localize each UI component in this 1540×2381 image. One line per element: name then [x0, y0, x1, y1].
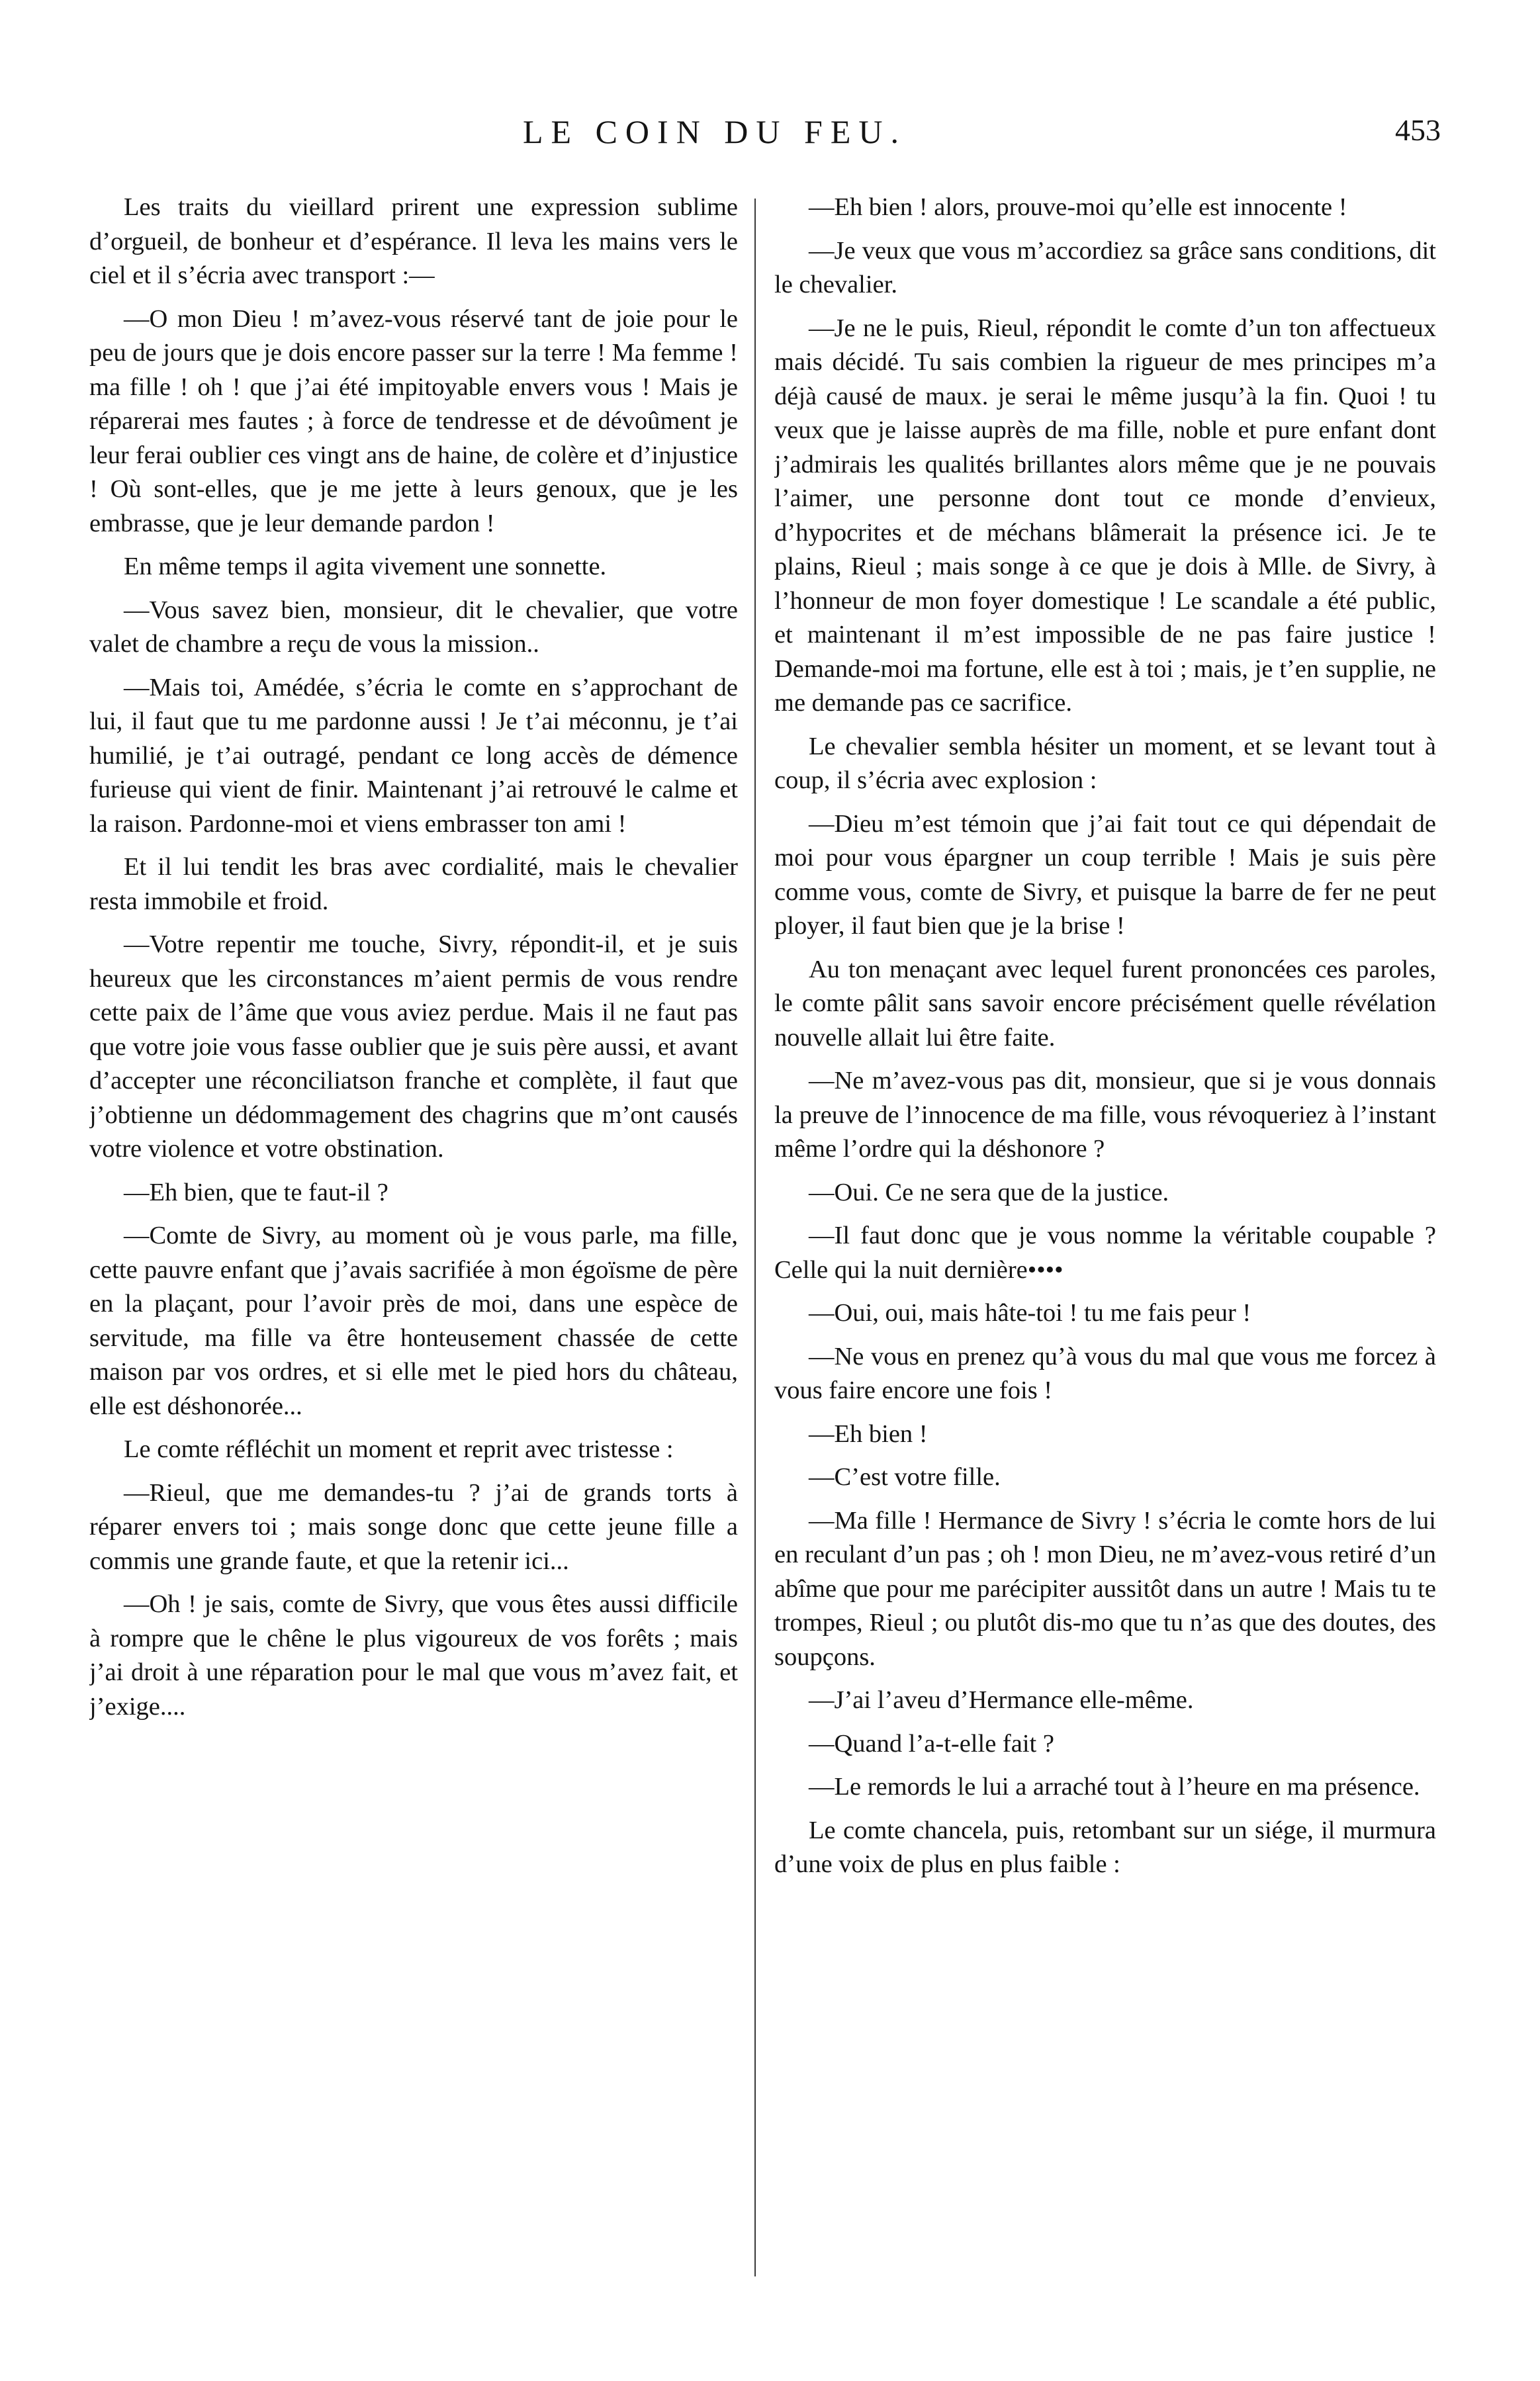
running-head — [0, 112, 1540, 165]
right-column — [774, 191, 1436, 2308]
column-divider — [754, 199, 756, 2276]
paragraph: —Ne m’avez-vous pas dit, monsieur, que si je vous donnais la preuve de l’innocence de ma fille, vous révoqueriez à l’instant même l’ordre qui la déshonore ? — [774, 1067, 1436, 1163]
page-number: 453 — [1395, 113, 1441, 147]
paragraph: —Eh bien ! alors, prouve-moi qu’elle est innocente ! — [809, 193, 1347, 221]
paragraph: —Oui, oui, mais hâte-toi ! tu me fais peur ! — [809, 1299, 1251, 1327]
paragraph: —Mais toi, Amédée, s’écria le comte en s’approchant de lui, il faut que tu me pardonne aussi ! Je t’ai méconnu, je t’ai humilié, je t’ai outragé, pendant ce long accès de démence furieuse qui vient de finir. Maintenant j’ai retrouvé le calme et la raison. Pardonne-moi et viens embrasser ton ami ! — [89, 673, 738, 838]
paragraph: En même temps il agita vivement une sonnette. — [124, 553, 607, 580]
paragraph: —Je veux que vous m’accordiez sa grâce sans conditions, dit le chevalier. — [774, 236, 1436, 298]
paragraph: —J’ai l’aveu d’Hermance elle-même. — [809, 1686, 1194, 1714]
paragraph: Les traits du vieillard prirent une expression sublime d’orgueil, de bonheur et d’espérance. Il leva les mains vers le ciel et il s’écria avec transport :— — [89, 193, 738, 289]
paragraph: —Ne vous en prenez qu’à vous du mal que vous me forcez à vous faire encore une fois ! — [774, 1342, 1436, 1404]
paragraph: —O mon Dieu ! m’avez-vous réservé tant de joie pour le peu de jours que je dois encore passer sur la terre ! Ma femme ! ma fille ! oh ! que j’ai été impitoyable envers vous ! Mais je réparerai mes fautes ; à force de tendresse et de dévoûment je leur ferai oublier ces vingt ans de haine, de colère et d’injustice ! Où sont-elles, que je me jette à leurs genoux, que je les embrasse, que je leur demande pardon ! — [89, 304, 738, 537]
paragraph: —Oh ! je sais, comte de Sivry, que vous êtes aussi difficile à rompre que le chêne le plus vigoureux de vos forêts ; mais j’ai droit à une réparation pour le mal que vous m’avez fait, et j’exige.... — [89, 1590, 738, 1721]
paragraph: —Comte de Sivry, au moment où je vous parle, ma fille, cette pauvre enfant que j’avais sacrifiée à mon égoïsme de père en la plaçant, pour l’avoir près de moi, dans une espèce de servitude, ma fille va être honteusement chassée de cette maison par vos ordres, et si elle met le pied hors du château, elle est déshonorée... — [89, 1222, 738, 1420]
paragraph: —Quand l’a-t-elle fait ? — [809, 1729, 1054, 1758]
paragraph: —C’est votre fille. — [809, 1463, 1001, 1491]
paragraph: —Ma fille ! Hermance de Sivry ! s’écria le comte hors de lui en reculant d’un pas ; oh ! mon Dieu, ne m’avez-vous retiré d’un abîme que pour me parécipiter aussitôt dans un autre ! Mais tu te trompes, Rieul ; ou plutôt dis-mo que tu n’as que des doutes, des soupçons. — [774, 1506, 1436, 1671]
paragraph: Au ton menaçant avec lequel furent prononcées ces paroles, le comte pâlit sans savoir encore précisément quelle révélation nouvelle allait lui être faite. — [774, 955, 1436, 1052]
paragraph: —Il faut donc que je vous nomme la véritable coupable ? Celle qui la nuit dernière•••• — [774, 1222, 1436, 1284]
paragraph: —Dieu m’est témoin que j’ai fait tout ce qui dépendait de moi pour vous épargner un coup terrible ! Mais je suis père comme vous, comte de Sivry, et puisque la barre de fer ne peut ployer, il faut bien que je la brise ! — [774, 809, 1436, 940]
paragraph: Le comte chancela, puis, retombant sur un siége, il murmura d’une voix de plus en plus faible : — [774, 1816, 1436, 1878]
left-column — [89, 191, 738, 2308]
running-title: LE COIN DU FEU. — [523, 113, 907, 150]
paragraph: —Eh bien, que te faut-il ? — [124, 1178, 388, 1206]
paragraph: —Le remords le lui a arraché tout à l’heure en ma présence. — [809, 1773, 1420, 1801]
paragraph: Le comte réfléchit un moment et reprit avec tristesse : — [124, 1435, 674, 1463]
paragraph: —Votre repentir me touche, Sivry, répondit-il, et je suis heureux que les circonstances m’aient permis de vous rendre cette paix de l’âme que vous aviez perdue. Mais il ne faut pas que votre joie vous fasse oublier que je suis père aussi, et avant d’accepter une réconciliatson franche et complète, il faut que j’obtienne un dédommagement des chagrins que m’ont causés votre violence et votre obstination. — [89, 930, 738, 1163]
paragraph: —Eh bien ! — [809, 1419, 928, 1448]
paragraph: Et il lui tendit les bras avec cordialité, mais le chevalier resta immobile et froid. — [89, 853, 738, 915]
paragraph: —Je ne le puis, Rieul, répondit le comte d’un ton affectueux mais décidé. Tu sais combien la rigueur de mes principes m’a déjà causé de maux. je serai le même jusqu’à la fin. Quoi ! tu veux que je laisse auprès de ma fille, noble et pure enfant dont j’admirais les qualités brillantes alors même que je ne pouvais l’aimer, une personne dont tout ce monde d’envieux, d’hypocrites et de méchans blâmerait la présence ici. Je te plains, Rieul ; mais songe à ce que je dois à Mlle. de Sivry, à l’honneur de mon foyer domestique ! Le scandale a été public, et maintenant il m’est impossible de ne pas faire justice ! Demande-moi ma fortune, elle est à toi ; mais, je t’en supplie, ne me demande pas ce sacrifice. — [774, 314, 1436, 717]
paragraph: —Vous savez bien, monsieur, dit le chevalier, que votre valet de chambre a reçu de vous la mission.. — [89, 596, 738, 658]
paragraph: —Rieul, que me demandes-tu ? j’ai de grands torts à réparer envers toi ; mais songe donc que cette jeune fille a commis une grande faute, et que la retenir ici... — [89, 1478, 738, 1575]
paragraph: Le chevalier sembla hésiter un moment, et se levant tout à coup, il s’écria avec explosion : — [774, 732, 1436, 794]
paragraph: —Oui. Ce ne sera que de la justice. — [809, 1178, 1169, 1206]
